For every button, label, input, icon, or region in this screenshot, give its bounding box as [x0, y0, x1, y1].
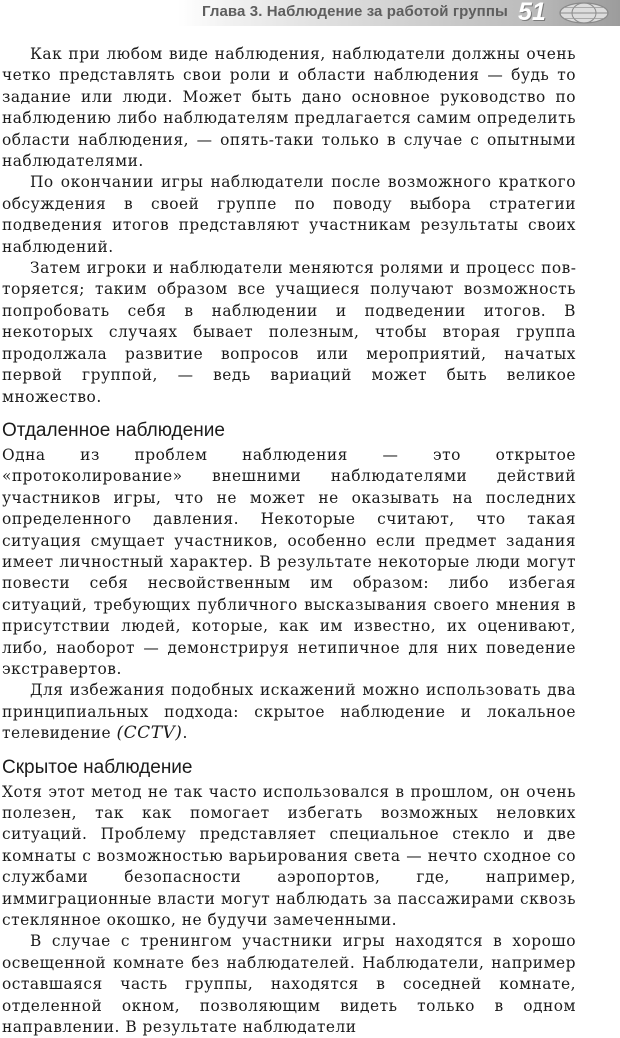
- section-heading: Отдаленное наблюдение: [2, 419, 225, 441]
- paragraph: В случае с тренингом участники игры находятся в хорошо освещенной комнате без наблюдателей. Наблюдатели, например оставшаяся часть группы, находятся в соседней комнате, отделенной окном, позволяющим видеть только в одном направлении. В результате наблюдатели: [2, 932, 576, 1037]
- page-number: 51: [518, 0, 546, 26]
- paragraph-end: .: [182, 724, 188, 743]
- paragraph: По окончании игры наблюдатели после возможного краткого обсуждения в своей группе по поводу выбора стратегии подведения итогов представляют участникам результаты своих наблюдений.: [2, 173, 576, 256]
- cctv-abbreviation: (CCTV): [116, 723, 183, 744]
- section-heading: Скрытое наблюдение: [2, 756, 193, 778]
- paragraph: Затем игроки и наблюдатели меняются ролями и процесс повторяется; таким образом все учащиеся получают возможность попробовать себя в наблюдении и подведении итогов. В некоторых случаях бывает полезным, чтобы вторая группа продолжала развитие вопросов или мероприятий, начатых первой группой, — ведь вариаций может быть великое множество.: [2, 259, 576, 406]
- paragraph: [2, 680, 576, 744]
- page-content: [2, 44, 576, 1038]
- paragraph: Хотя этот метод не так часто использовался в прошлом, он очень полезен, так как помогает избегать возможных неловких ситуаций. Проблему представляет специальное стекло и две комнаты с возможностью варьирования света — нечто сходное со службами безопасности аэропортов, где, например, иммиграционные власти могут наблюдать за пассажирами сквозь стеклянное окошко, не будучи замеченными.: [2, 782, 576, 930]
- paragraph: Одна из проблем наблюдения — это открытое «протоколирование» внешними наблюдателями действий участников игры, что не может не оказывать на последних определенного давления. Некоторые считают, что такая ситуация смущает участников, особенно если предмет задания имеет личностный характер. В результате некоторые люди могут повести себя несвойственным им образом: либо избегая ситуаций, требующих публичного высказывания своего мнения в присутствии людей, которые, как им известно, их оценивают, либо, наоборот — демонстрируя нетипичное для них поведение экстравертов.: [2, 445, 576, 678]
- chapter-title: Глава 3. Наблюдение за работой группы: [202, 3, 508, 20]
- globe-icon: [558, 1, 610, 25]
- paragraph: Как при любом виде наблюдения, наблюдатели должны очень четко представлять свои роли и области наблюдения — будь то задание или люди. Может быть дано основное руководство по наблюдению либо наблюдателям предлагается самим определить области наблюдения, — опять-таки только в случае с опытными наблюдателями.: [2, 45, 576, 171]
- running-header: [178, 0, 620, 26]
- paragraph-text: Для избежания подобных искажений можно использовать два принципиальных подхода: скрытое наблюдение и локальное телевидение: [2, 681, 576, 743]
